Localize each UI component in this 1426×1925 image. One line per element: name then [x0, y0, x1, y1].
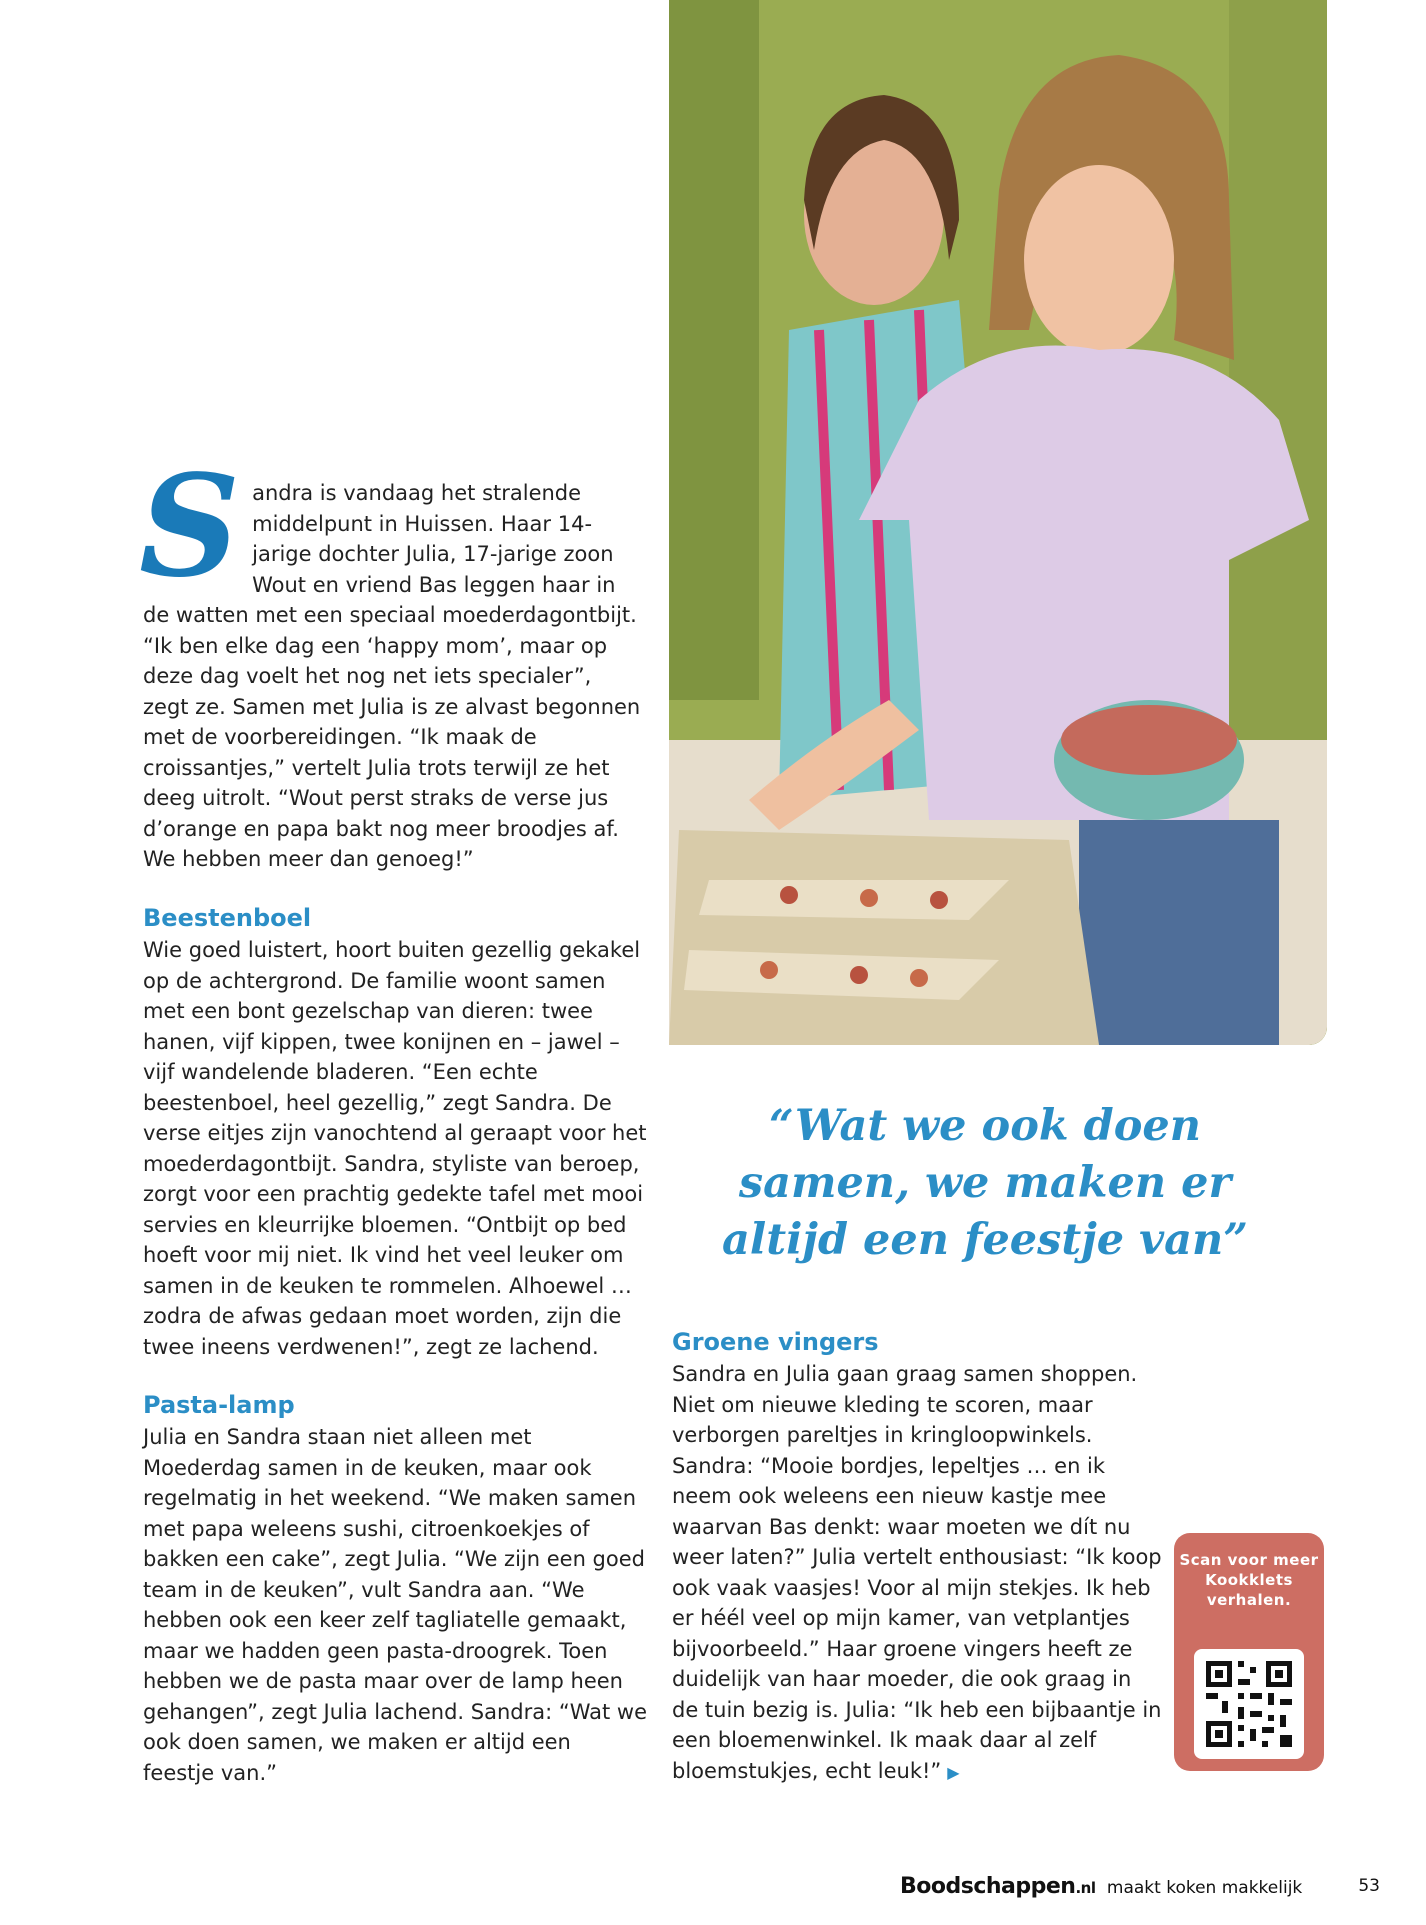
qr-label: Scan voor meer Kookklets verhalen.	[1179, 1551, 1319, 1609]
section-heading: Pasta-lamp	[143, 1391, 295, 1419]
qr-callout[interactable]	[1174, 1533, 1324, 1771]
section-body: Julia en Sandra staan niet alleen met Moederdag samen in de keuken, maar ook regelmatig in het weekend. “We maken samen met papa weleens sushi, citroenkoekjes of bakken een cake”, zegt Julia. “We zijn een goed team in de keuken”, vult Sandra aan. “We hebben ook een keer zelf tagliatelle gemaakt, maar we hadden geen pasta-droogrek. Toen hebben we de pasta maar over de lamp heen gehangen”, zegt Julia lachend. Sandra: “Wat we ook doen samen, we maken er altijd een feestje van.”	[143, 1425, 648, 1785]
section-pasta-lamp	[143, 1388, 648, 1788]
section-heading: Beestenboel	[143, 904, 312, 932]
pull-quote: “Wat we ook doen samen, we maken er altijd een feestje van”	[722, 1101, 1248, 1265]
photo-mother-daughter-baking	[669, 0, 1327, 1045]
drop-cap: S	[139, 445, 241, 609]
section-body-text: Sandra en Julia gaan graag samen shoppen. Niet om nieuwe kleding te scoren, maar verborgen pareltjes in kringloopwinkels. Sandra: “Mooie bordjes, lepeltjes … en ik neem ook weleens een nieuw kastje mee waarvan Bas denkt: waar moeten we dít nu weer laten?” Julia vertelt enthousiast: “Ik koop ook vaak vaasjes! Voor al mijn stekjes. Ik heb er héél veel op mijn kamer, van vetplantjes bijvoorbeeld.” Haar groene vingers heeft ze duidelijk van haar moeder, die ook graag in de tuin bezig is. Julia: “Ik heb een bijbaantje in een bloemenwinkel. Ik maak daar al zelf bloemstukjes, echt leuk!”	[672, 1362, 1162, 1783]
page-footer	[900, 1874, 1380, 1904]
brand-logo: Boodschappen.nl	[900, 1874, 1096, 1899]
section-groene-vingers	[672, 1325, 1162, 1788]
intro-text: andra is vandaag het stralende middelpunt in Huissen. Haar 14-jarige dochter Julia, 17-jarige zoon Wout en vriend Bas leggen haar in de watten met een speciaal moederdagontbijt. “Ik ben elke dag een ‘happy mom’, maar op deze dag voelt het nog net iets specialer”, zegt ze. Samen met Julia is ze alvast begonnen met de voorbereidingen. “Ik maak de croissantjes,” vertelt Julia trots terwijl ze het deeg uitrolt. “Wout perst straks de verse jus d’orange en papa bakt nog meer broodjes af. We hebben meer dan genoeg!”	[143, 481, 641, 871]
intro-paragraph	[139, 445, 643, 875]
qr-code-icon[interactable]	[1194, 1649, 1304, 1759]
section-beestenboel	[143, 901, 648, 1362]
section-body: Wie goed luistert, hoort buiten gezellig gekakel op de achtergrond. De familie woont samen met een bont gezelschap van dieren: twee hanen, vijf kippen, twee konijnen en – jawel – vijf wandelende bladeren. “Een echte beestenboel, heel gezellig,” zegt Sandra. De verse eitjes zijn vanochtend al geraapt voor het moederdagontbijt. Sandra, styliste van beroep, zorgt voor een prachtig gedekte tafel met mooi servies en kleurrijke bloemen. “Ontbijt op bed hoeft voor mij niet. Ik vind het veel leuker om samen in de keuken te rommelen. Alhoewel … zodra de afwas gedaan moet worden, zijn die twee ineens verdwenen!”, zegt ze lachend.	[143, 938, 647, 1359]
section-heading: Groene vingers	[672, 1328, 879, 1356]
continue-arrow-icon: ▶	[947, 1762, 960, 1782]
photo-illustration	[669, 0, 1327, 1045]
brand-tagline: maakt koken makkelijk	[1106, 1878, 1303, 1898]
section-body	[672, 1359, 1162, 1788]
qr-code-graphic	[1194, 1649, 1304, 1759]
page-number: 53	[1358, 1876, 1380, 1896]
